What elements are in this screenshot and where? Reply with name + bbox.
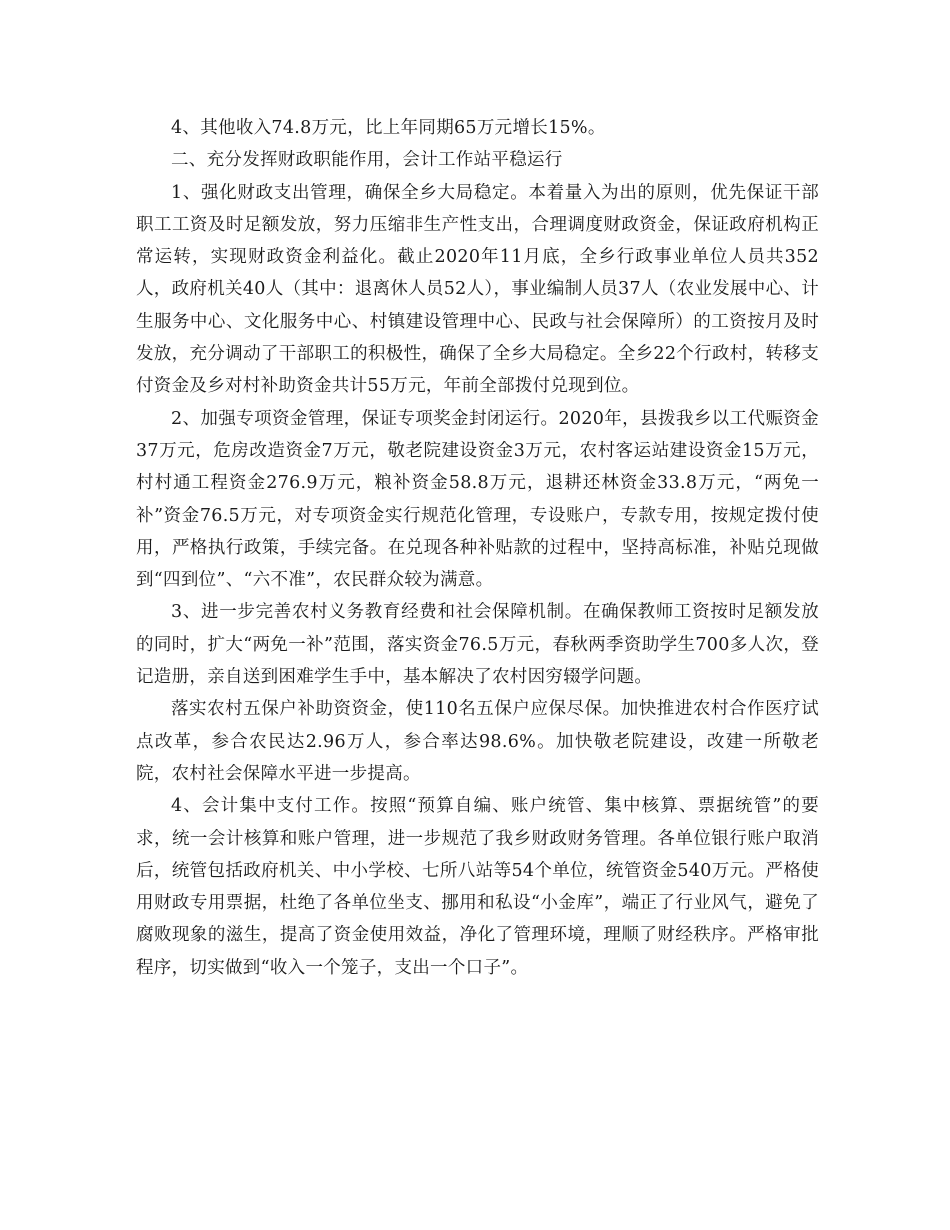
- paragraph-expenditure-management: 1、强化财政支出管理，确保全乡大局稳定。本着量入为出的原则，优先保证干部职工工资及时足额发放，努力压缩非生产性支出，合理调度财政资金，保证政府机构正常运转，实现财政资金利益化。截止2020年11月底，全乡行政事业单位人员共352人，政府机关40人（其中：退离休人员52人），事业编制人员37人（农业发展中心、计生服务中心、文化服务中心、村镇建设管理中心、民政与社会保障所）的工资按月及时发放，充分调动了干部职工的积极性，确保了全乡大局稳定。全乡22个行政村，转移支付资金及乡对村补助资金共计55万元，年前全部拨付兑现到位。: [136, 182, 819, 397]
- paragraph-education-funding: 3、进一步完善农村义务教育经费和社会保障机制。在确保教师工资按时足额发放的同时，扩大“两免一补”范围，落实资金76.5万元，春秋两季资助学生700多人次，登记造册，亲自送到困难学生手中，基本解决了农村因穷辍学问题。: [136, 602, 819, 688]
- section-heading-2: 二、充分发挥财政职能作用，会计工作站平稳运行: [171, 150, 563, 171]
- paragraph-special-funds: 2、加强专项资金管理，保证专项奖金封闭运行。2020年，县拨我乡以工代赈资金37万元，危房改造资金7万元，敬老院建设资金3万元，农村客运站建设资金15万元，村村通工程资金276.9万元，粮补资金58.8万元，退耕还林资金33.8万元，“两免一补”资金76.5万元，对专项资金实行规范化管理，专设账户，专款专用，按规定拨付使用，严格执行政策，手续完备。在兑现各种补贴款的过程中，坚持高标准，补贴兑现做到“四到位”、“六不准”，农民群众较为满意。: [136, 408, 819, 591]
- document-body: [136, 112, 819, 984]
- paragraph-other-income: 4、其他收入74.8万元，比上年同期65万元增长15%。: [171, 118, 606, 138]
- paragraph-social-security: 落实农村五保户补助资资金，使110名五保户应保尽保。加快推进农村合作医疗试点改革，参合农民达2.96万人，参合率达98.6%。加快敬老院建设，改建一所敬老院，农村社会保障水平进一步提高。: [136, 699, 819, 784]
- paragraph-centralized-payment: 4、会计集中支付工作。按照“预算自编、账户统管、集中核算、票据统管”的要求，统一会计核算和账户管理，进一步规范了我乡财政财务管理。各单位银行账户取消后，统管包括政府机关、中小学校、七所八站等54个单位，统管资金540万元。严格使用财政专用票据，杜绝了各单位坐支、挪用和私设“小金库”，端正了行业风气，避免了腐败现象的滋生，提高了资金使用效益，净化了管理环境，理顺了财经秩序。严格审批程序，切实做到“收入一个笼子，支出一个口子”。: [136, 796, 819, 978]
